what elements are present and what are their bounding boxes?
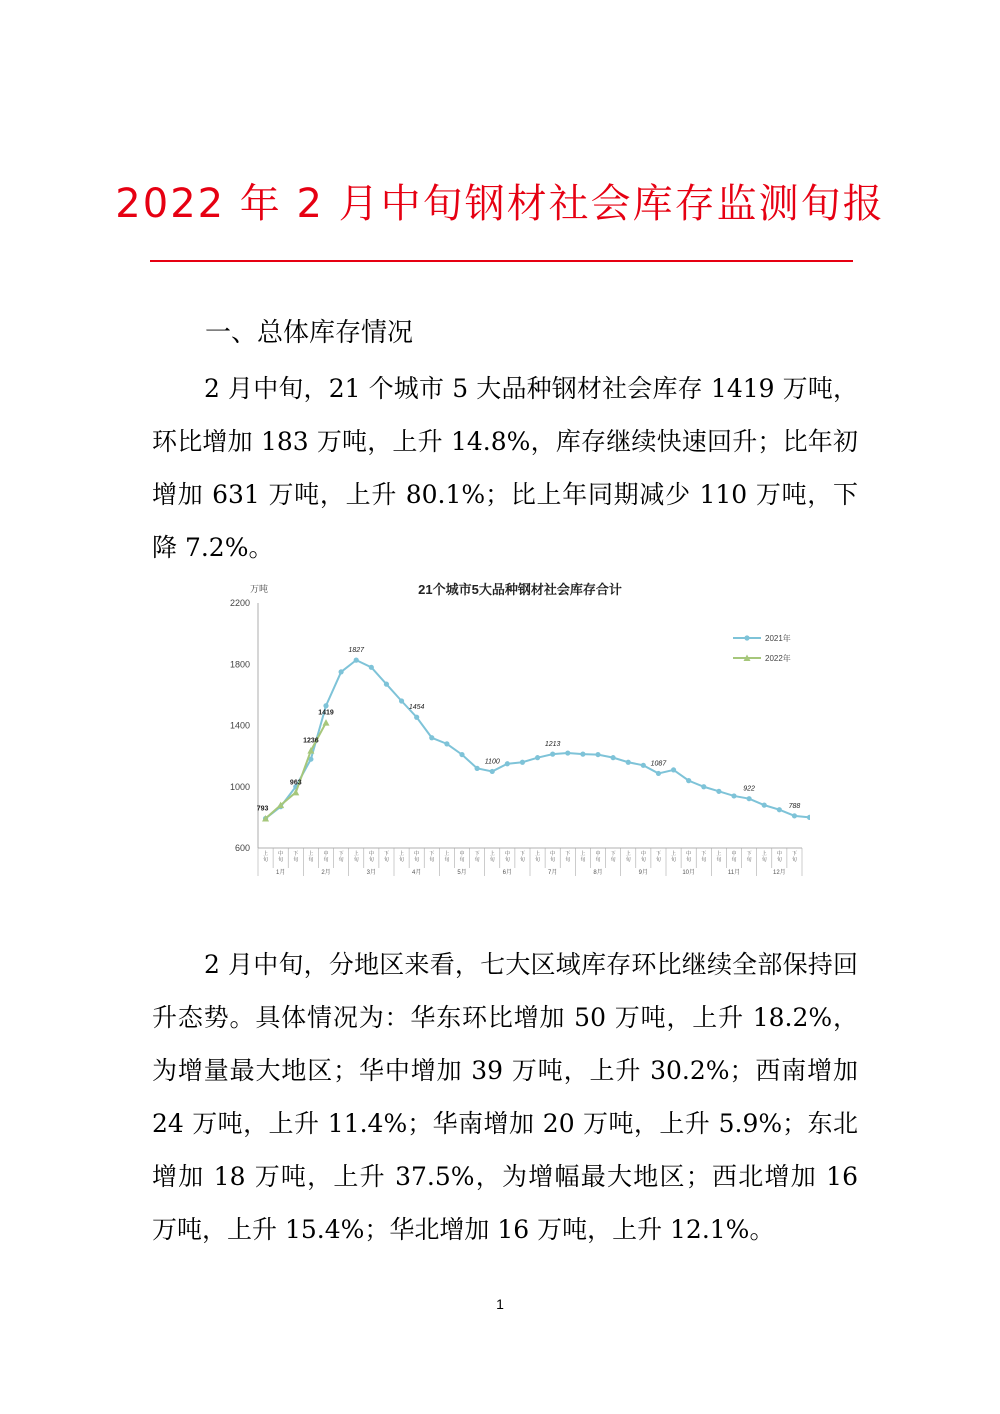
x-tick-label: 中旬	[504, 851, 510, 863]
data-label: 1087	[650, 760, 667, 768]
data-label: 1827	[348, 647, 365, 655]
data-point	[323, 703, 328, 708]
x-month-label: 11月	[727, 870, 741, 876]
data-point	[762, 803, 767, 808]
x-tick-label: 上旬	[353, 851, 359, 863]
page-number: 1	[496, 1296, 504, 1312]
x-month-label: 6月	[502, 870, 513, 876]
paragraph-overall: 2 月中旬，21 个城市 5 大品种钢材社会库存 1419 万吨，环比增加 183 万吨，上升 14.8%，库存继续快速回升；比年初增加 631 万吨，上升 80.1%；比上年同期减少 110 万吨，下降 7.2%。	[152, 374, 858, 562]
chart-legend	[733, 633, 791, 663]
data-label: 793	[256, 805, 269, 813]
data-point	[656, 771, 661, 776]
data-point	[731, 793, 736, 798]
data-point	[641, 763, 646, 768]
x-month-label: 3月	[366, 870, 377, 876]
x-month-label: 2月	[321, 870, 331, 876]
x-month-label: 12月	[772, 870, 786, 876]
x-tick-label: 中旬	[459, 851, 465, 863]
x-tick-label: 中旬	[776, 851, 782, 863]
data-point	[444, 741, 449, 746]
data-point	[550, 752, 555, 757]
data-point	[399, 698, 404, 703]
x-tick-label: 中旬	[731, 851, 737, 863]
x-tick-label: 上旬	[399, 851, 405, 863]
y-tick-label: 600	[234, 843, 250, 853]
data-point	[792, 813, 797, 818]
x-tick-label: 下旬	[791, 851, 797, 863]
x-tick-label: 下旬	[565, 851, 571, 863]
data-point	[429, 735, 434, 740]
legend-label: 2022年	[765, 654, 791, 663]
inventory-chart	[210, 578, 810, 878]
x-tick-label: 中旬	[323, 851, 329, 863]
x-tick-label: 下旬	[338, 851, 344, 863]
data-point	[384, 682, 389, 687]
y-tick-label: 1400	[229, 720, 250, 731]
x-tick-label: 上旬	[263, 851, 269, 863]
data-point	[459, 752, 464, 757]
data-point	[580, 752, 585, 757]
x-tick-label: 下旬	[383, 851, 389, 863]
data-point	[686, 778, 691, 783]
x-tick-label: 上旬	[716, 851, 722, 863]
x-tick-label: 下旬	[655, 851, 661, 863]
x-tick-label: 上旬	[761, 851, 767, 863]
data-point	[595, 752, 600, 757]
data-label: 963	[289, 779, 302, 787]
x-month-label: 7月	[547, 870, 558, 876]
data-label: 788	[788, 802, 801, 810]
data-point	[747, 796, 752, 801]
data-point	[535, 755, 540, 760]
data-point	[565, 750, 570, 755]
x-tick-label: 中旬	[550, 851, 556, 863]
y-tick-label: 2200	[229, 598, 250, 608]
data-point	[671, 767, 676, 772]
x-tick-label: 上旬	[489, 851, 495, 863]
data-point	[777, 807, 782, 812]
data-label: 1419	[318, 709, 334, 717]
x-tick-label: 下旬	[610, 851, 616, 863]
data-point	[354, 658, 359, 663]
x-tick-label: 下旬	[474, 851, 480, 863]
x-tick-label: 中旬	[278, 851, 284, 863]
x-tick-label: 下旬	[519, 851, 525, 863]
x-tick-label: 下旬	[746, 851, 752, 863]
data-point	[611, 755, 616, 760]
data-point	[716, 789, 721, 794]
data-point	[339, 669, 344, 674]
x-tick-label: 上旬	[580, 851, 586, 863]
x-tick-label: 上旬	[625, 851, 631, 863]
x-tick-label: 中旬	[686, 851, 692, 863]
x-tick-label: 下旬	[429, 851, 435, 863]
legend-label: 2021年	[765, 634, 791, 643]
x-tick-label: 上旬	[444, 851, 450, 863]
x-month-label: 10月	[682, 870, 696, 876]
data-label: 1454	[408, 704, 425, 712]
x-tick-label: 下旬	[701, 851, 707, 863]
legend-marker	[744, 635, 749, 640]
paragraph-regions: 2 月中旬，分地区来看，七大区域库存环比继续全部保持回升态势。具体情况为：华东环比增加 50 万吨，上升 18.2%，为增量最大地区；华中增加 39 万吨，上升 30.2%；西南增加 24 万吨，上升 11.4%；华南增加 20 万吨，上升 5.9%；东北增加 18 万吨，上升 37.5%，为增幅最大地区；西北增加 16 万吨，上升 15.4%；华北增加 16 万吨，上升 12.1%。	[152, 950, 858, 1244]
document-title: 2022 年 2 月中旬钢材社会库存监测旬报	[115, 181, 885, 227]
series-line-0	[266, 660, 810, 819]
chart-title: 21个城市5大品种钢材社会库存合计	[418, 582, 622, 597]
x-month-label: 5月	[457, 870, 467, 876]
y-tick-label: 1800	[229, 659, 250, 670]
x-tick-label: 下旬	[293, 851, 299, 863]
data-point	[701, 784, 706, 789]
x-month-label: 8月	[593, 870, 603, 876]
x-tick-label: 中旬	[414, 851, 420, 863]
data-point	[505, 761, 510, 766]
x-tick-label: 中旬	[640, 851, 646, 863]
title-divider	[150, 260, 853, 262]
data-label: 922	[743, 785, 755, 793]
x-month-label: 1月	[275, 870, 286, 876]
inventory-chart-svg	[210, 578, 810, 878]
data-point	[520, 760, 525, 765]
data-point	[807, 815, 810, 820]
data-point	[414, 715, 419, 720]
data-label: 1236	[303, 737, 319, 745]
x-tick-label: 上旬	[671, 851, 677, 863]
y-tick-label: 1000	[229, 781, 250, 792]
x-tick-label: 上旬	[308, 851, 314, 863]
x-tick-label: 中旬	[595, 851, 601, 863]
data-point	[626, 760, 631, 765]
data-point	[369, 665, 374, 670]
section-heading: 一、总体库存情况	[205, 318, 414, 348]
x-month-label: 9月	[638, 870, 649, 876]
data-point	[323, 719, 330, 726]
data-label: 1100	[484, 758, 500, 766]
data-label: 1213	[544, 741, 561, 749]
data-point	[490, 769, 495, 774]
x-month-label: 4月	[411, 870, 422, 876]
data-point	[475, 766, 480, 771]
x-tick-label: 上旬	[535, 851, 541, 863]
x-tick-label: 中旬	[368, 851, 374, 863]
chart-y-axis-label: 万吨	[250, 584, 269, 594]
